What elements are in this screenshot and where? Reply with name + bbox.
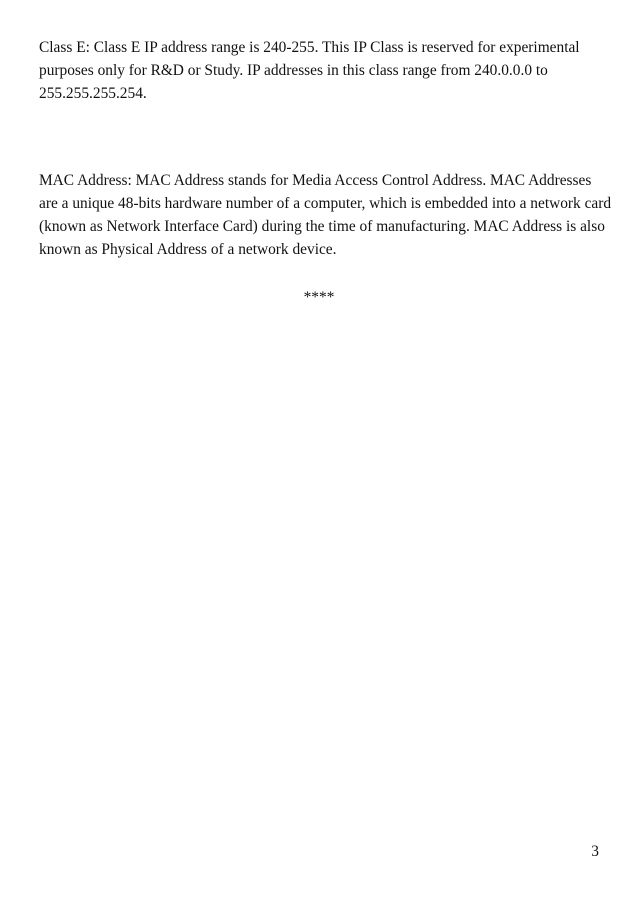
paragraph-line: are a unique 48-bits hardware number of a computer, which is embedded into a network card bbox=[39, 195, 612, 212]
paragraph-line: known as Physical Address of a network device. bbox=[39, 241, 337, 258]
paragraph-line: Class E: Class E IP address range is 240-255. This IP Class is reserved for experimental bbox=[39, 39, 580, 56]
paragraph-class-e bbox=[39, 36, 609, 105]
paragraph-line: purposes only for R&D or Study. IP addresses in this class range from 240.0.0.0 to bbox=[39, 62, 548, 79]
paragraph-mac-address bbox=[39, 169, 612, 261]
section-separator: **** bbox=[303, 289, 335, 306]
paragraph-line: 255.255.255.254. bbox=[39, 85, 147, 102]
paragraph-line: MAC Address: MAC Address stands for Media Access Control Address. MAC Addresses bbox=[39, 172, 592, 189]
page-number: 3 bbox=[591, 843, 599, 860]
paragraph-line: (known as Network Interface Card) during the time of manufacturing. MAC Address is also bbox=[39, 218, 605, 235]
